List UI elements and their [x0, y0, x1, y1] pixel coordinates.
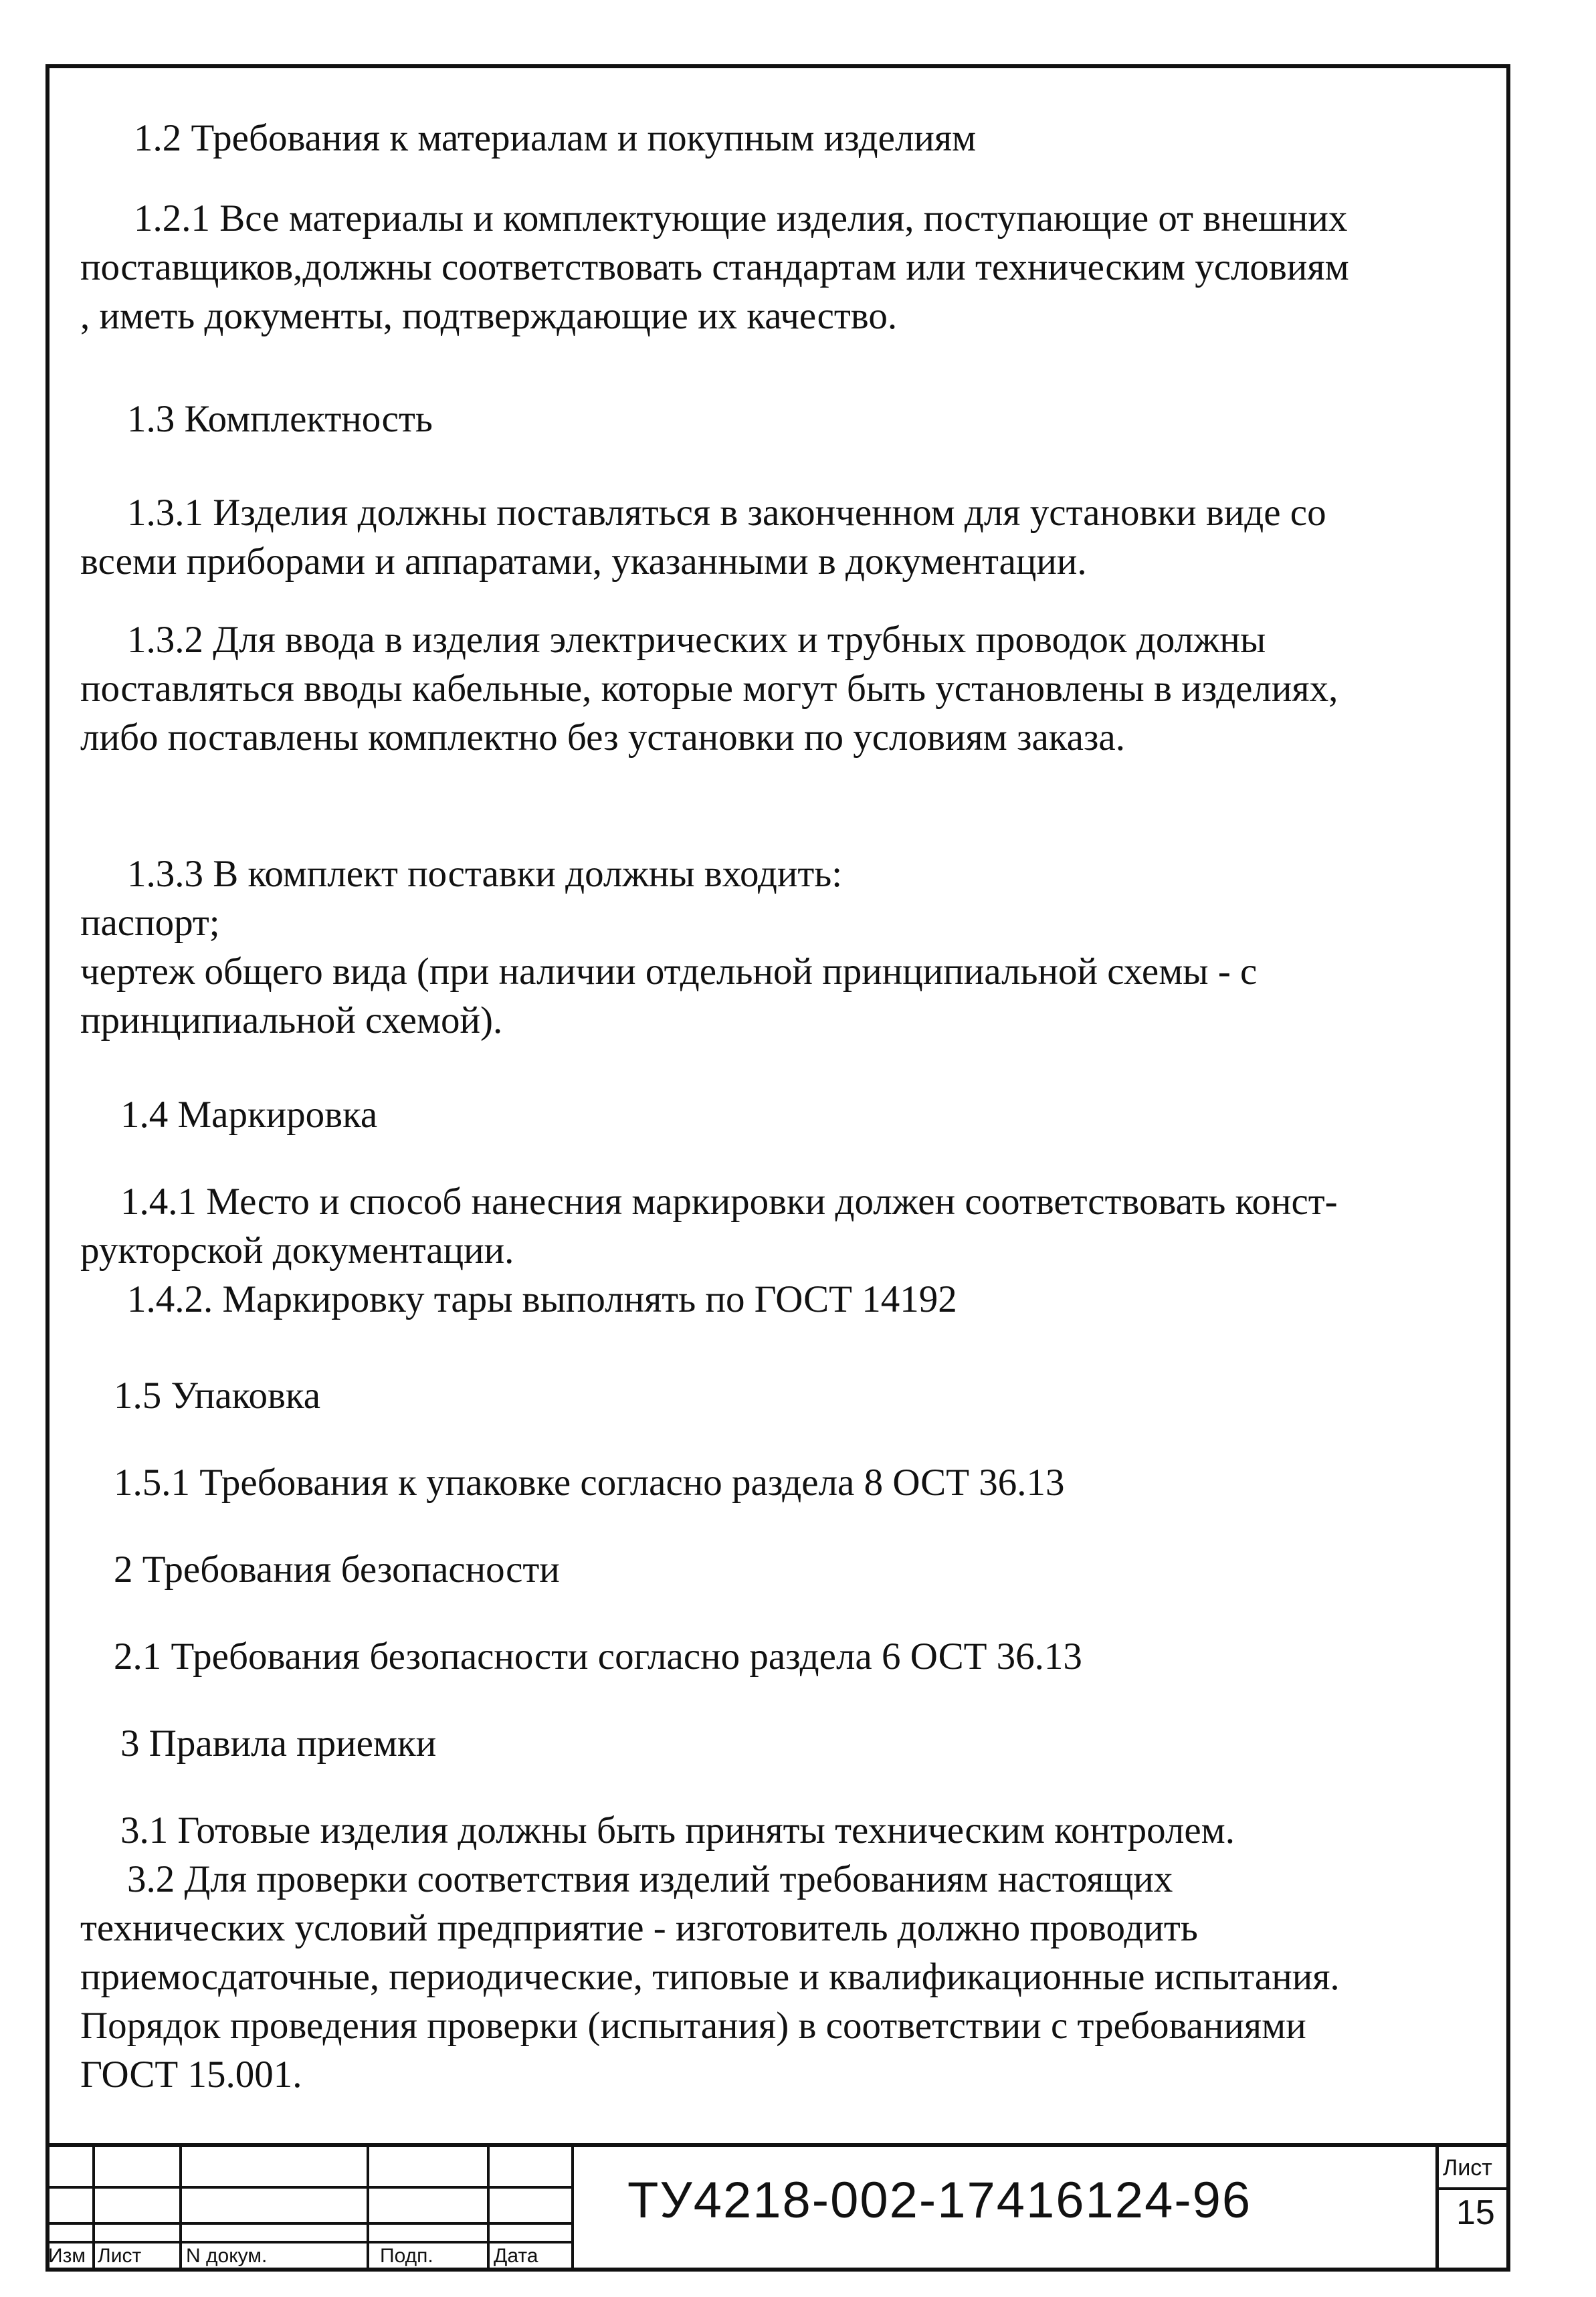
sheet-number: 15: [1456, 2193, 1495, 2232]
text-line: 1.2 Требования к материалам и покупным изделиям: [134, 117, 977, 159]
text-line: 1.3.1 Изделия должны поставляться в законченном для установки виде со: [127, 492, 1326, 534]
text-line: Порядок проведения проверки (испытания) в соответствии с требованиями: [80, 2005, 1306, 2047]
text-line: поставляться вводы кабельные, которые могут быть установлены в изделиях,: [80, 668, 1338, 710]
text-line: 1.4 Маркировка: [120, 1094, 378, 1136]
text-line: принципиальной схемой).: [80, 999, 503, 1041]
text-line: 3 Правила приемки: [120, 1722, 437, 1765]
sheet-label: Лист: [1443, 2155, 1492, 2181]
grid-line: [45, 2186, 571, 2189]
text-line: 1.2.1 Все материалы и комплектующие изделия, поступающие от внешних: [134, 197, 1348, 239]
text-line: 3.1 Готовые изделия должны быть приняты техническим контролем.: [120, 1809, 1235, 1852]
text-line: либо поставлены комплектно без установки по условиям заказа.: [80, 716, 1125, 759]
text-line: паспорт;: [80, 902, 220, 944]
grid-line: [367, 2147, 369, 2272]
col-label-podp: Подп.: [380, 2245, 433, 2267]
text-line: 1.5.1 Требования к упаковке согласно раздела 8 ОСТ 36.13: [114, 1462, 1065, 1504]
col-label-izm: Изм: [48, 2245, 86, 2267]
text-line: рукторской документации.: [80, 1229, 514, 1272]
sheet-box: [1435, 2147, 1510, 2272]
text-line: чертеж общего вида (при наличии отдельной принципиальной схемы - с: [80, 951, 1258, 993]
grid-line: [45, 2222, 571, 2225]
grid-line: [92, 2147, 95, 2272]
col-label-data: Дата: [494, 2245, 538, 2267]
title-block: [45, 2143, 1510, 2272]
text-line: ГОСТ 15.001.: [80, 2054, 302, 2096]
text-line: 1.4.1 Место и способ нанесния маркировки должен соответствовать конст-: [120, 1181, 1338, 1223]
col-label-list: Лист: [98, 2245, 142, 2267]
text-line: технических условий предприятие - изготовитель должно проводить: [80, 1907, 1198, 1949]
document-number: ТУ4218-002-17416124-96: [627, 2172, 1252, 2229]
text-line: всеми приборами и аппаратами, указанными в документации.: [80, 540, 1087, 583]
text-line: поставщиков,должны соответствовать стандартам или техническим условиям: [80, 246, 1349, 288]
grid-line: [45, 2241, 571, 2243]
text-line: 1.4.2. Маркировку тары выполнять по ГОСТ 14192: [127, 1278, 957, 1320]
text-line: , иметь документы, подтверждающие их качество.: [80, 295, 898, 337]
text-line: 1.5 Упаковка: [114, 1375, 320, 1417]
grid-line: [571, 2147, 574, 2272]
revision-table: [45, 2147, 574, 2272]
text-line: 1.3 Комплектность: [127, 398, 433, 440]
text-line: 1.3.2 Для ввода в изделия электрических и трубных проводок должны: [127, 619, 1266, 661]
text-line: приемосдаточные, периодические, типовые и квалификационные испытания.: [80, 1956, 1340, 1998]
sheet-divider: [1439, 2187, 1510, 2190]
text-line: 3.2 Для проверки соответствия изделий требованиям настоящих: [127, 1858, 1173, 1900]
text-line: 2.1 Требования безопасности согласно раздела 6 ОСТ 36.13: [114, 1635, 1082, 1678]
grid-line: [179, 2147, 182, 2272]
col-label-n-dokum: N докум.: [186, 2245, 268, 2267]
grid-line: [487, 2147, 490, 2272]
text-line: 1.3.3 В комплект поставки должны входить:: [127, 853, 843, 895]
text-line: 2 Требования безопасности: [114, 1549, 560, 1591]
